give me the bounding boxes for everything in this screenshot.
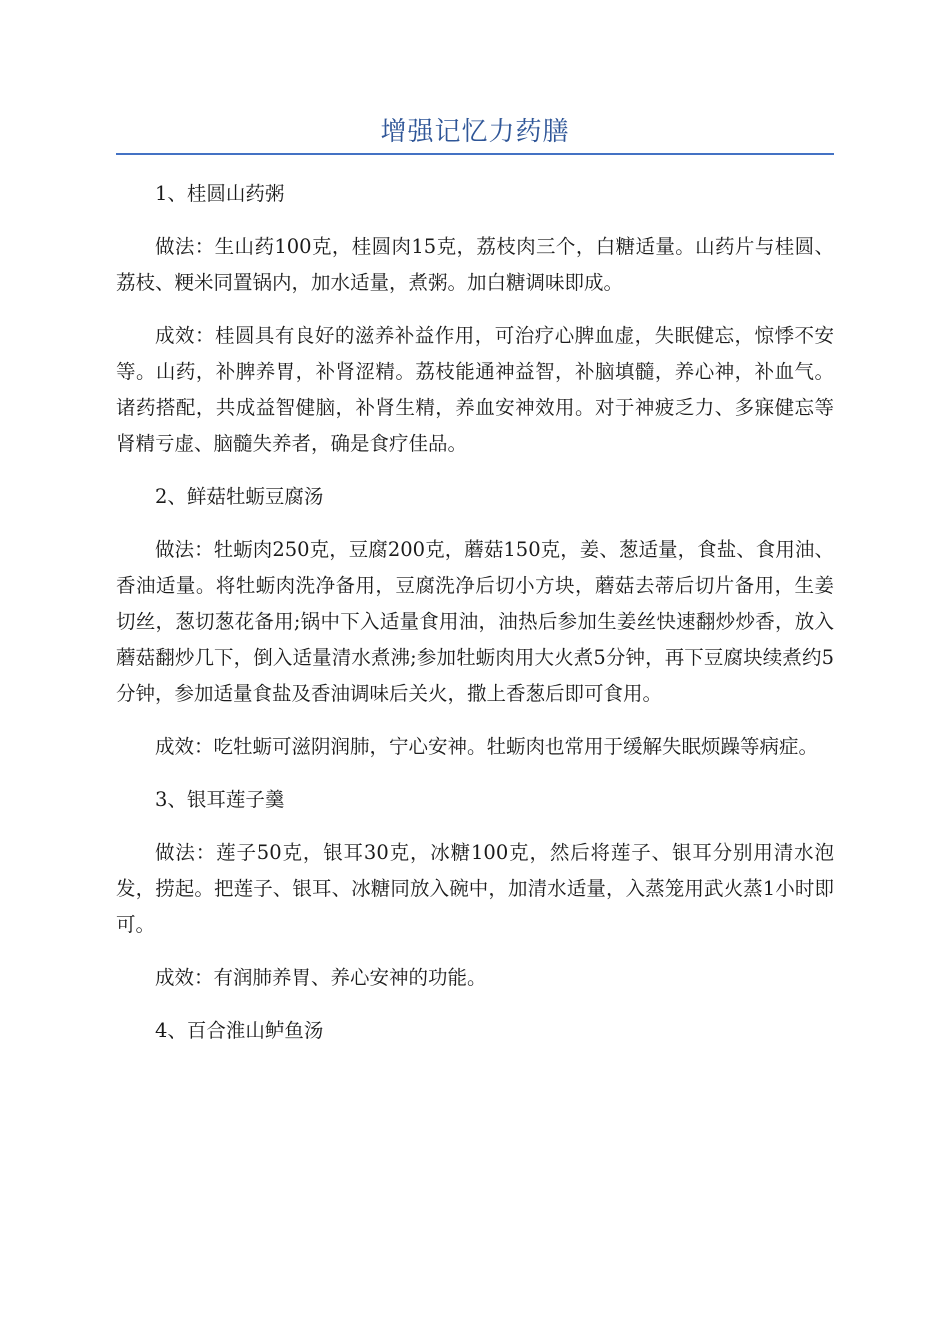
section-heading-1: 1、桂圆山药粥 [155, 182, 285, 205]
recipe-effect-3: 成效：有润肺养胃、养心安神的功能。 [155, 966, 487, 989]
recipe-method-3: 做法：莲子50克，银耳30克，冰糖100克，然后将莲子、银耳分别用清水泡发，捞起。把莲子、银耳、冰糖同放入碗中，加清水适量，入蒸笼用武火蒸1小时即可。 [116, 841, 834, 936]
section-heading-3: 3、银耳莲子羹 [155, 788, 285, 811]
section-heading-2: 2、鲜菇牡蛎豆腐汤 [155, 485, 324, 508]
document-body [116, 176, 834, 1066]
title-underline [116, 153, 834, 155]
recipe-method-2: 做法：牡蛎肉250克，豆腐200克，蘑菇150克，姜、葱适量，食盐、食用油、香油适量。将牡蛎肉洗净备用，豆腐洗净后切小方块，蘑菇去蒂后切片备用，生姜切丝，葱切葱花备用;锅中下入适量食用油，油热后参加生姜丝快速翻炒炒香，放入蘑菇翻炒几下，倒入适量清水煮沸;参加牡蛎肉用大火煮5分钟，再下豆腐块续煮约5分钟，参加适量食盐及香油调味后关火，撒上香葱后即可食用。 [116, 538, 834, 705]
section-heading-4: 4、百合淮山鲈鱼汤 [155, 1019, 324, 1042]
recipe-method-1: 做法：生山药100克，桂圆肉15克，荔枝肉三个，白糖适量。山药片与桂圆、荔枝、粳米同置锅内，加水适量，煮粥。加白糖调味即成。 [116, 235, 834, 294]
recipe-effect-2: 成效：吃牡蛎可滋阴润肺，宁心安神。牡蛎肉也常用于缓解失眠烦躁等病症。 [155, 735, 819, 758]
recipe-effect-1: 成效：桂圆具有良好的滋养补益作用，可治疗心脾血虚，失眠健忘，惊悸不安等。山药，补脾养胃，补肾涩精。荔枝能通神益智，补脑填髓，养心神，补血气。诸药搭配，共成益智健脑，补肾生精，养血安神效用。对于神疲乏力、多寐健忘等肾精亏虚、脑髓失养者，确是食疗佳品。 [116, 324, 834, 455]
document-title: 增强记忆力药膳 [380, 117, 570, 147]
